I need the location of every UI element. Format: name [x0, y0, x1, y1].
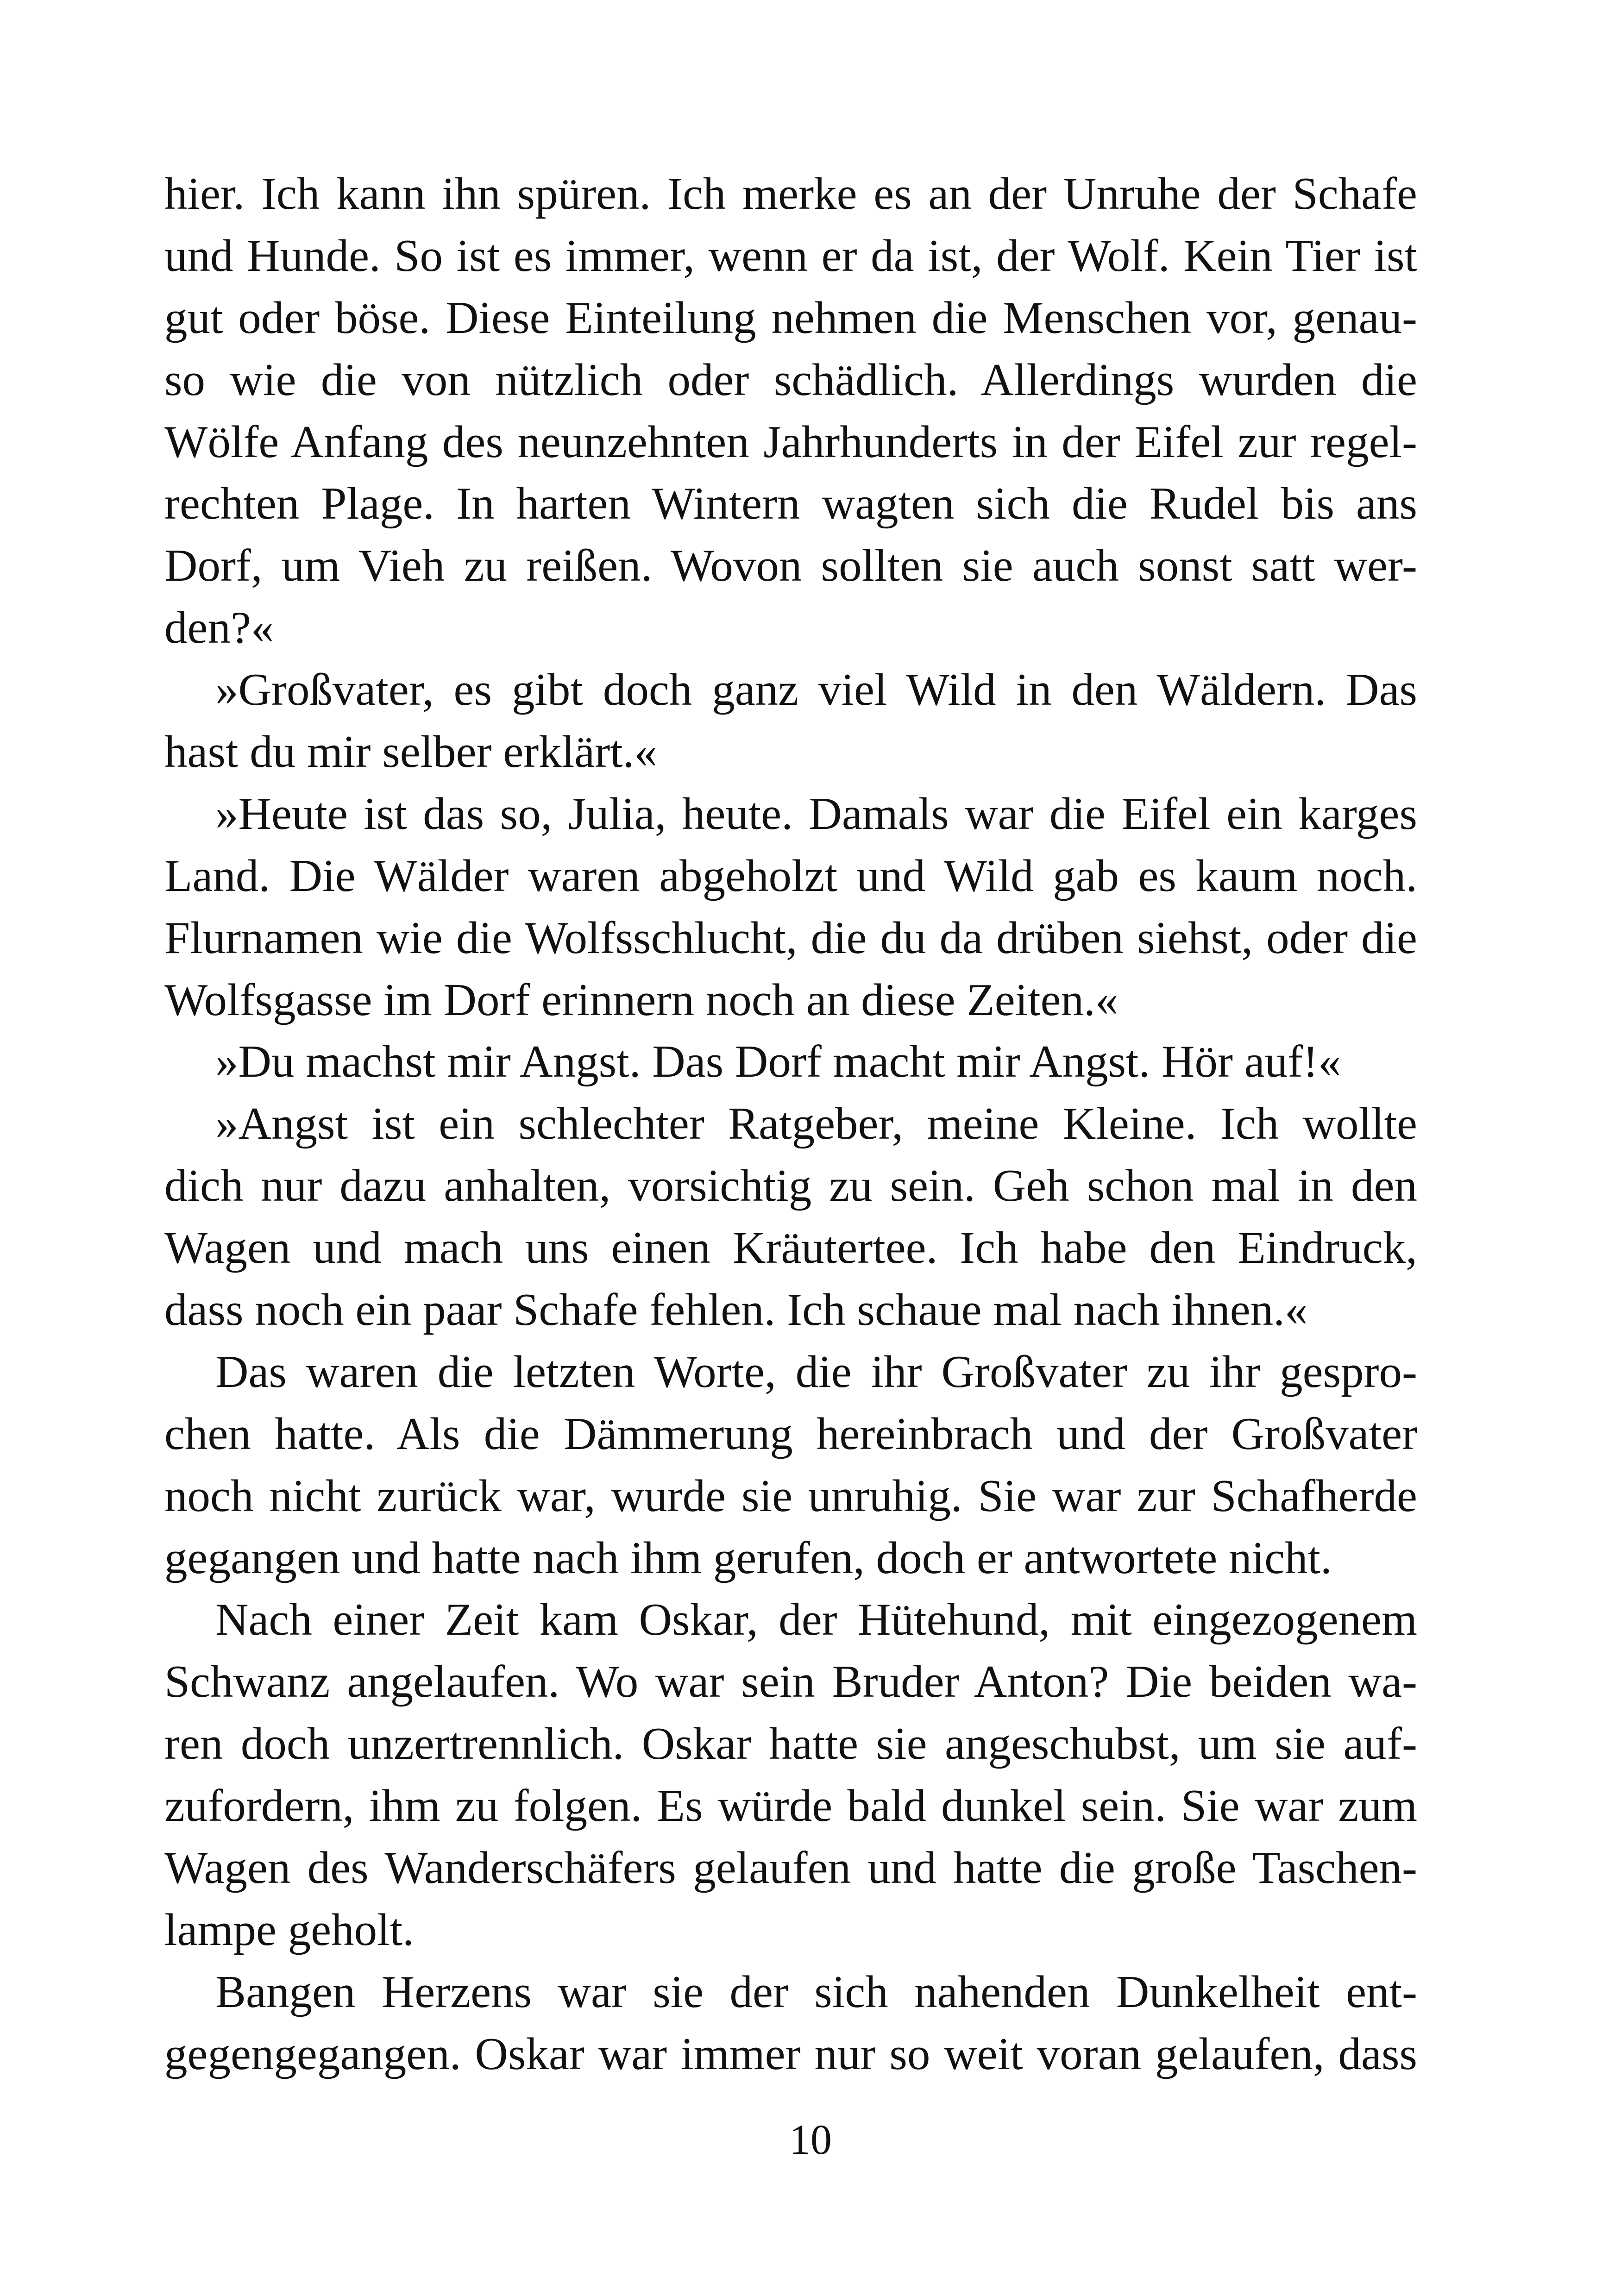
text-line: »Du machst mir Angst. Das Dorf macht mir Angst. Hör auf!« [215, 1036, 1341, 1087]
page-number: 10 [789, 2116, 832, 2163]
text-line: ren doch unzertrennlich. Oskar hatte sie angeschubst, um sie auf- [164, 1719, 1417, 1769]
text-line: hier. Ich kann ihn spüren. Ich merke es an der Unruhe der Schafe [164, 169, 1417, 219]
text-line: zufordern, ihm zu folgen. Es würde bald dunkel sein. Sie war zum [164, 1781, 1417, 1832]
text-line: noch nicht zurück war, wurde sie unruhig. Sie war zur Schafherde [164, 1470, 1417, 1521]
text-line: lampe geholt. [164, 1904, 414, 1955]
text-line: »Heute ist das so, Julia, heute. Damals war die Eifel ein karges [215, 788, 1417, 839]
text-line: Das waren die letzten Worte, die ihr Großvater zu ihr gespro- [215, 1346, 1417, 1397]
page-body [164, 163, 1417, 2085]
text-line: Nach einer Zeit kam Oskar, der Hütehund, mit eingezogenem [215, 1594, 1417, 1645]
text-line: Dorf, um Vieh zu reißen. Wovon sollten sie auch sonst satt wer- [164, 540, 1417, 591]
text-line: dass noch ein paar Schafe fehlen. Ich schaue mal nach ihnen.« [164, 1285, 1308, 1336]
text-line: Wolfsgasse im Dorf erinnern noch an diese Zeiten.« [164, 974, 1118, 1025]
text-line: hast du mir selber erklärt.« [164, 727, 657, 778]
text-line: gegengegangen. Oskar war immer nur so weit voran gelaufen, dass [164, 2028, 1417, 2079]
text-line: gut oder böse. Diese Einteilung nehmen die Menschen vor, genau- [164, 292, 1417, 343]
text-line: und Hunde. So ist es immer, wenn er da ist, der Wolf. Kein Tier ist [164, 230, 1417, 281]
text-line: Wagen und mach uns einen Kräutertee. Ich habe den Eindruck, [164, 1223, 1417, 1273]
text-line: Schwanz angelaufen. Wo war sein Bruder Anton? Die beiden wa- [164, 1656, 1417, 1707]
text-line: so wie die von nützlich oder schädlich. Allerdings wurden die [164, 354, 1417, 405]
text-line: »Großvater, es gibt doch ganz viel Wild in den Wäldern. Das [215, 665, 1417, 715]
text-line: chen hatte. Als die Dämmerung hereinbrach und der Großvater [164, 1408, 1417, 1459]
text-line: Bangen Herzens war sie der sich nahenden Dunkelheit ent- [215, 1966, 1417, 2017]
text-line: Wagen des Wanderschäfers gelaufen und hatte die große Taschen- [164, 1843, 1417, 1894]
text-line: »Angst ist ein schlechter Ratgeber, meine Kleine. Ich wollte [215, 1098, 1417, 1149]
text-line: Flurnamen wie die Wolfsschlucht, die du da drüben siehst, oder die [164, 912, 1417, 963]
text-line: Wölfe Anfang des neunzehnten Jahrhunderts in der Eifel zur regel- [164, 416, 1417, 467]
text-line: rechten Plage. In harten Wintern wagten sich die Rudel bis ans [164, 478, 1417, 529]
text-line: gegangen und hatte nach ihm gerufen, doch er antwortete nicht. [164, 1532, 1332, 1583]
text-line: Land. Die Wälder waren abgeholzt und Wild gab es kaum noch. [164, 850, 1417, 901]
text-line: dich nur dazu anhalten, vorsichtig zu sein. Geh schon mal in den [164, 1161, 1417, 1211]
text-line: den?« [164, 602, 274, 653]
